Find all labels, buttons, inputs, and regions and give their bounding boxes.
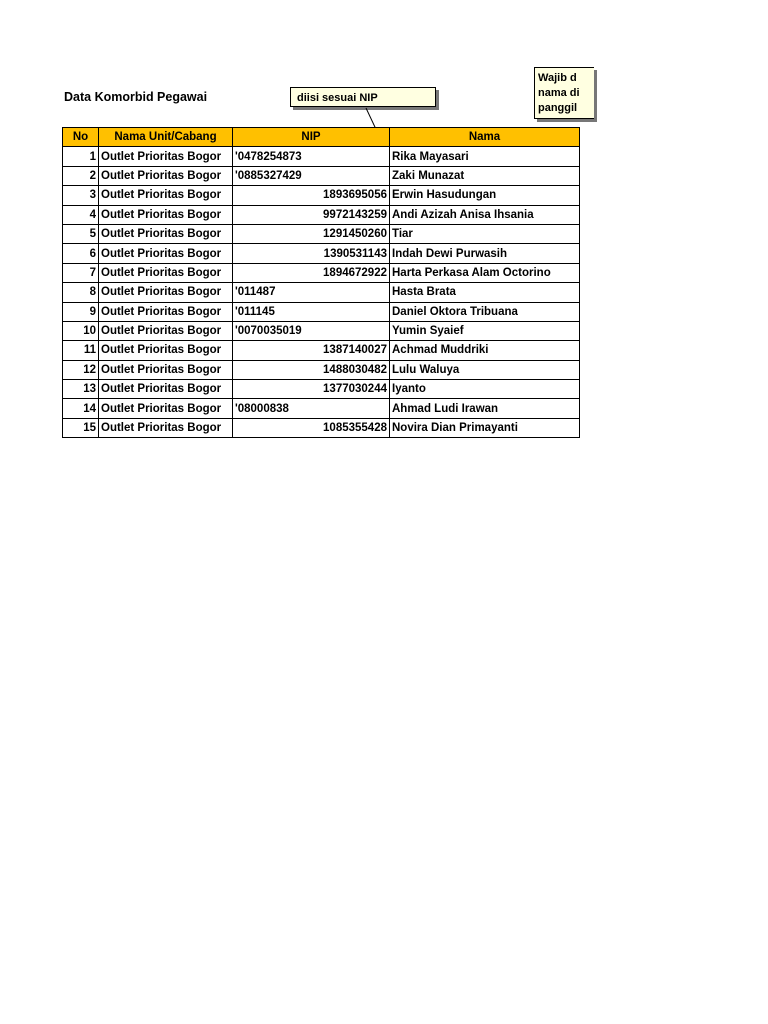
table-row (63, 205, 580, 224)
cell-nip[interactable]: '0070035019 (233, 321, 390, 340)
cell-no[interactable]: 7 (63, 263, 99, 282)
cell-nama[interactable]: Achmad Muddriki (390, 341, 580, 360)
cell-nama[interactable]: Lulu Waluya (390, 360, 580, 379)
cell-nama[interactable]: Hasta Brata (390, 283, 580, 302)
cell-nama[interactable]: Zaki Munazat (390, 166, 580, 185)
table-row (63, 321, 580, 340)
table-row (63, 380, 580, 399)
cell-nip[interactable]: '0478254873 (233, 147, 390, 166)
table-row (63, 263, 580, 282)
sheet-title: Data Komorbid Pegawai (64, 90, 208, 104)
nip-comment-note[interactable]: diisi sesuai NIP (290, 87, 436, 107)
cell-no[interactable]: 9 (63, 302, 99, 321)
cell-unit[interactable]: Outlet Prioritas Bogor (99, 244, 233, 263)
cell-unit[interactable]: Outlet Prioritas Bogor (99, 321, 233, 340)
cell-unit[interactable]: Outlet Prioritas Bogor (99, 224, 233, 243)
cell-no[interactable]: 5 (63, 224, 99, 243)
cell-unit[interactable]: Outlet Prioritas Bogor (99, 166, 233, 185)
cell-nama[interactable]: Ahmad Ludi Irawan (390, 399, 580, 418)
table-header-row (63, 128, 580, 147)
cell-nama[interactable]: Andi Azizah Anisa Ihsania (390, 205, 580, 224)
table-row (63, 224, 580, 243)
cell-unit[interactable]: Outlet Prioritas Bogor (99, 186, 233, 205)
table-row (63, 244, 580, 263)
table-row (63, 166, 580, 185)
cell-nip[interactable]: 1291450260 (233, 224, 390, 243)
cell-no[interactable]: 10 (63, 321, 99, 340)
cell-unit[interactable]: Outlet Prioritas Bogor (99, 283, 233, 302)
cell-no[interactable]: 8 (63, 283, 99, 302)
header-nama[interactable]: Nama (390, 128, 580, 147)
table-row (63, 399, 580, 418)
komorbid-table (62, 127, 580, 438)
cell-unit[interactable]: Outlet Prioritas Bogor (99, 147, 233, 166)
cell-no[interactable]: 12 (63, 360, 99, 379)
cell-unit[interactable]: Outlet Prioritas Bogor (99, 341, 233, 360)
cell-nip[interactable]: 9972143259 (233, 205, 390, 224)
cell-no[interactable]: 11 (63, 341, 99, 360)
name-note-line-2: nama di (538, 87, 580, 99)
cell-nama[interactable]: Daniel Oktora Tribuana (390, 302, 580, 321)
cell-unit[interactable]: Outlet Prioritas Bogor (99, 205, 233, 224)
name-note-line-1: Wajib d (538, 72, 577, 84)
name-comment-note[interactable] (534, 67, 594, 119)
cell-unit[interactable]: Outlet Prioritas Bogor (99, 360, 233, 379)
cell-nama[interactable]: Indah Dewi Purwasih (390, 244, 580, 263)
header-unit[interactable]: Nama Unit/Cabang (99, 128, 233, 147)
cell-nip[interactable]: 1390531143 (233, 244, 390, 263)
table-row (63, 186, 580, 205)
cell-no[interactable]: 4 (63, 205, 99, 224)
cell-nama[interactable]: Erwin Hasudungan (390, 186, 580, 205)
cell-nip[interactable]: 1893695056 (233, 186, 390, 205)
cell-no[interactable]: 15 (63, 418, 99, 437)
cell-unit[interactable]: Outlet Prioritas Bogor (99, 263, 233, 282)
cell-nip[interactable]: 1377030244 (233, 380, 390, 399)
header-nip[interactable]: NIP (233, 128, 390, 147)
cell-nip[interactable]: 1488030482 (233, 360, 390, 379)
table-row (63, 283, 580, 302)
cell-nip[interactable]: '0885327429 (233, 166, 390, 185)
cell-nip[interactable]: '011487 (233, 283, 390, 302)
table-row (63, 341, 580, 360)
cell-nama[interactable]: Novira Dian Primayanti (390, 418, 580, 437)
cell-unit[interactable]: Outlet Prioritas Bogor (99, 380, 233, 399)
cell-unit[interactable]: Outlet Prioritas Bogor (99, 418, 233, 437)
table-row (63, 360, 580, 379)
table-row (63, 418, 580, 437)
cell-no[interactable]: 2 (63, 166, 99, 185)
cell-nip[interactable]: 1894672922 (233, 263, 390, 282)
header-no[interactable]: No (63, 128, 99, 147)
cell-unit[interactable]: Outlet Prioritas Bogor (99, 399, 233, 418)
cell-nama[interactable]: Rika Mayasari (390, 147, 580, 166)
cell-nama[interactable]: Yumin Syaief (390, 321, 580, 340)
cell-nip[interactable]: '011145 (233, 302, 390, 321)
table-row (63, 147, 580, 166)
table-row (63, 302, 580, 321)
cell-nip[interactable]: 1387140027 (233, 341, 390, 360)
cell-nip[interactable]: 1085355428 (233, 418, 390, 437)
cell-no[interactable]: 6 (63, 244, 99, 263)
cell-no[interactable]: 13 (63, 380, 99, 399)
cell-nama[interactable]: Tiar (390, 224, 580, 243)
cell-no[interactable]: 3 (63, 186, 99, 205)
cell-unit[interactable]: Outlet Prioritas Bogor (99, 302, 233, 321)
cell-nama[interactable]: Iyanto (390, 380, 580, 399)
cell-nip[interactable]: '08000838 (233, 399, 390, 418)
cell-no[interactable]: 14 (63, 399, 99, 418)
cell-nama[interactable]: Harta Perkasa Alam Octorino (390, 263, 580, 282)
cell-no[interactable]: 1 (63, 147, 99, 166)
name-note-line-3: panggil (538, 102, 578, 114)
